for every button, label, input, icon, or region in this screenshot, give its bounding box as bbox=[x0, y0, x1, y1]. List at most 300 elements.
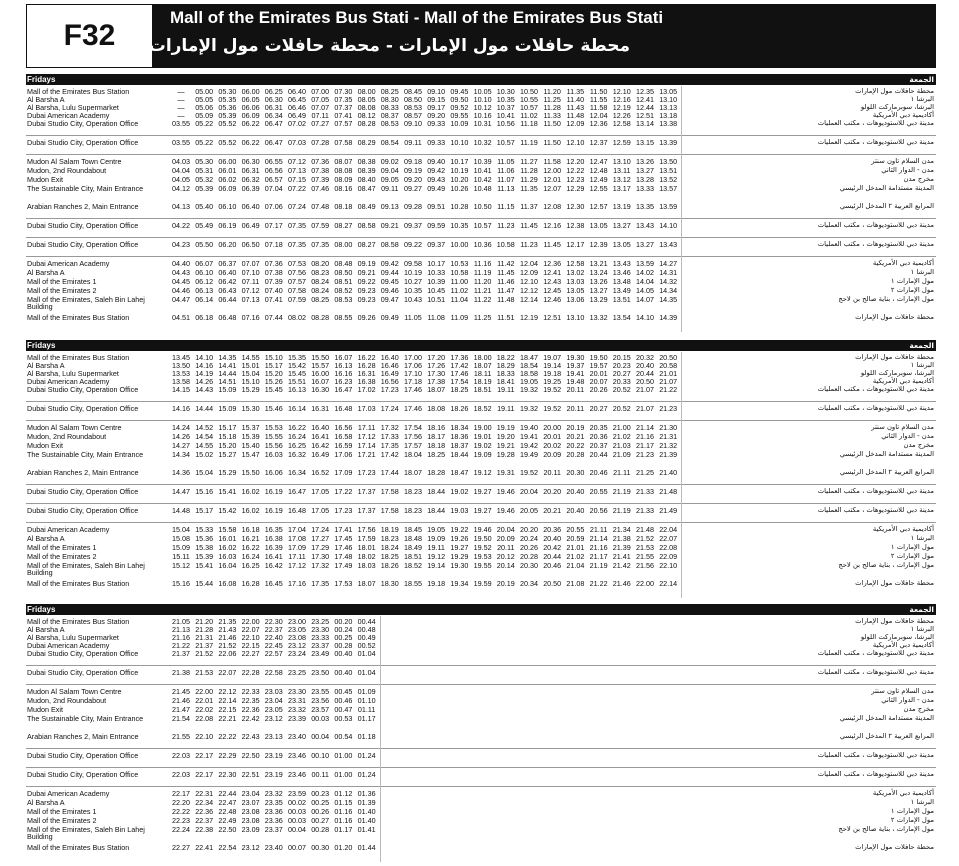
departure-time: 12.10 bbox=[612, 87, 631, 96]
departure-time: 13.27 bbox=[636, 166, 654, 175]
departure-time: 22.07 bbox=[659, 534, 678, 543]
departure-time: 16.01 bbox=[218, 534, 237, 543]
day-label-ar: الجمعة bbox=[909, 75, 934, 84]
departure-time: 20.55 bbox=[589, 487, 608, 496]
departure-time: 07.59 bbox=[288, 295, 306, 304]
departure-time: 00.03 bbox=[288, 807, 306, 816]
column-divider bbox=[681, 352, 682, 598]
departure-time: 22.42 bbox=[241, 714, 260, 723]
departure-time: 09.21 bbox=[357, 268, 376, 277]
departure-time: 13.24 bbox=[589, 268, 608, 277]
departure-time: 07.17 bbox=[264, 221, 283, 230]
departure-time: 23.40 bbox=[288, 732, 306, 741]
departure-time: 00.48 bbox=[357, 625, 376, 634]
departure-time: 19.52 bbox=[543, 385, 562, 394]
departure-time: 00.47 bbox=[334, 705, 353, 714]
departure-time: 11.55 bbox=[589, 95, 608, 104]
departure-time: 12.09 bbox=[566, 119, 585, 128]
departure-time: 16.31 bbox=[357, 369, 376, 378]
departure-time: 08.29 bbox=[357, 138, 376, 147]
departure-time: 12.47 bbox=[589, 157, 608, 166]
departure-time: 23.03 bbox=[264, 687, 283, 696]
departure-time: 10.27 bbox=[404, 277, 422, 286]
departure-time: 10.17 bbox=[427, 259, 446, 268]
departure-time: 21.28 bbox=[195, 625, 214, 634]
departure-time: 18.07 bbox=[357, 579, 376, 588]
departure-time: 00.04 bbox=[311, 732, 330, 741]
departure-time: 13.45 bbox=[172, 353, 190, 362]
departure-time: 20.40 bbox=[566, 487, 585, 496]
departure-time: 18.03 bbox=[357, 561, 376, 570]
departure-time: 21.22 bbox=[172, 641, 190, 650]
departure-time: 09.23 bbox=[357, 295, 376, 304]
departure-time: 19.30 bbox=[450, 561, 469, 570]
departure-time: 23.30 bbox=[311, 625, 330, 634]
departure-time: 09.27 bbox=[404, 184, 422, 193]
departure-time: 12.12 bbox=[520, 286, 538, 295]
stop-name-en: Dubai Studio City, Operation Office bbox=[27, 751, 139, 760]
departure-time: 15.12 bbox=[172, 561, 190, 570]
departure-time: 19.53 bbox=[473, 552, 492, 561]
stop-name-ar: أكاديمية دبي الأمريكية bbox=[872, 111, 934, 119]
departure-time: 21.55 bbox=[172, 732, 190, 741]
departure-time: 06.19 bbox=[218, 221, 237, 230]
departure-time: 23.08 bbox=[288, 633, 306, 642]
departure-time: 08.25 bbox=[380, 87, 399, 96]
departure-time: 08.20 bbox=[311, 259, 330, 268]
departure-time: 19.03 bbox=[450, 506, 469, 515]
stop-name-en: Dubai American Academy bbox=[27, 789, 110, 798]
stop-name-en: Dubai Studio City, Operation Office bbox=[27, 770, 139, 779]
departure-time: 08.54 bbox=[380, 138, 399, 147]
departure-time: 12.45 bbox=[543, 286, 562, 295]
departure-time: 20.28 bbox=[520, 552, 538, 561]
departure-time: 05.35 bbox=[218, 95, 237, 104]
stop-name-en: Mall of the Emirates 2 bbox=[27, 552, 97, 561]
departure-time: 11.37 bbox=[520, 202, 538, 211]
departure-time: 14.41 bbox=[218, 361, 237, 370]
departure-time: 09.45 bbox=[380, 277, 399, 286]
stop-name-ar: أكاديمية دبي الأمريكية bbox=[872, 377, 934, 385]
departure-time: 00.46 bbox=[334, 696, 353, 705]
departure-time: 05.52 bbox=[218, 119, 237, 128]
departure-time: 23.36 bbox=[264, 816, 283, 825]
stop-name-en: The Sustainable City, Main Entrance bbox=[27, 450, 144, 459]
departure-time: 07.44 bbox=[264, 313, 283, 322]
departure-time: 14.10 bbox=[195, 353, 214, 362]
departure-time: 19.29 bbox=[450, 552, 469, 561]
departure-time: 08.16 bbox=[334, 184, 353, 193]
departure-time: 01.39 bbox=[357, 798, 376, 807]
departure-time: 23.00 bbox=[288, 617, 306, 626]
departure-time: 11.15 bbox=[497, 202, 515, 211]
departure-time: 22.31 bbox=[195, 789, 214, 798]
stop-name-ar: البرشا ١ bbox=[910, 268, 934, 276]
departure-time: 17.49 bbox=[334, 561, 353, 570]
departure-time: 13.10 bbox=[659, 95, 678, 104]
departure-time: 20.26 bbox=[520, 543, 538, 552]
departure-time: 15.29 bbox=[241, 385, 260, 394]
day-band bbox=[26, 604, 936, 615]
departure-time: 09.55 bbox=[450, 111, 469, 120]
departure-time: 00.25 bbox=[311, 798, 330, 807]
departure-time: 16.48 bbox=[288, 506, 306, 515]
departure-time: 13.43 bbox=[659, 240, 678, 249]
departure-time: 22.45 bbox=[264, 641, 283, 650]
departure-time: 11.25 bbox=[473, 313, 492, 322]
departure-time: 06.22 bbox=[241, 138, 260, 147]
departure-time: 11.29 bbox=[520, 175, 538, 184]
departure-time: 14.55 bbox=[195, 441, 214, 450]
departure-time: 06.40 bbox=[288, 87, 306, 96]
departure-time: 14.31 bbox=[659, 268, 678, 277]
stop-name-en: Mudon, 2nd Roundabout bbox=[27, 696, 107, 705]
departure-time: 06.49 bbox=[241, 221, 260, 230]
stop-name-ar: محطة حافلات مول الإمارات bbox=[855, 843, 934, 851]
departure-time: 09.51 bbox=[427, 202, 446, 211]
departure-time: 05.40 bbox=[195, 202, 214, 211]
stop-name-ar: البرشا ١ bbox=[910, 625, 934, 633]
departure-time: 13.05 bbox=[612, 240, 631, 249]
departure-time: 11.23 bbox=[497, 221, 515, 230]
departure-time: 22.01 bbox=[195, 696, 214, 705]
departure-time: 15.09 bbox=[218, 385, 237, 394]
departure-time: 09.47 bbox=[380, 295, 399, 304]
departure-time: 19.14 bbox=[427, 561, 446, 570]
stop-name-ar: مول الإمارات ، بناية صالح بن لاحج bbox=[838, 825, 934, 833]
departure-time: 07.03 bbox=[288, 138, 306, 147]
departure-time: 23.46 bbox=[288, 770, 306, 779]
departure-time: 12.19 bbox=[612, 103, 631, 112]
departure-time: 15.10 bbox=[241, 377, 260, 386]
departure-time: 21.09 bbox=[612, 450, 631, 459]
stop-name-ar: مدينة دبي للاستوديوهات ، مكتب العمليات bbox=[817, 221, 934, 229]
departure-time: 01.00 bbox=[334, 770, 353, 779]
departure-time: 18.18 bbox=[427, 441, 446, 450]
departure-time: 21.54 bbox=[172, 714, 190, 723]
departure-time: 08.09 bbox=[334, 175, 353, 184]
departure-time: 12.29 bbox=[566, 184, 585, 193]
timetable-row bbox=[26, 706, 936, 714]
departure-time: 20.02 bbox=[543, 441, 562, 450]
departure-time: 05.22 bbox=[195, 119, 214, 128]
departure-time: 05.00 bbox=[195, 87, 214, 96]
timetable-row bbox=[26, 120, 936, 136]
departure-time: 07.57 bbox=[288, 277, 306, 286]
departure-time: 08.50 bbox=[334, 268, 353, 277]
departure-time: 09.58 bbox=[404, 259, 422, 268]
departure-time: 10.35 bbox=[496, 95, 515, 104]
departure-time: 19.57 bbox=[589, 361, 608, 370]
stop-name-en: Al Barsha A bbox=[27, 625, 65, 634]
departure-time: 23.08 bbox=[241, 807, 260, 816]
departure-time: 18.04 bbox=[404, 450, 422, 459]
departure-time: 10.16 bbox=[473, 111, 492, 120]
departure-time: 20.30 bbox=[566, 468, 585, 477]
stop-name-ar: البرشا، سوبرماركت اللولو bbox=[860, 633, 934, 641]
departure-time: 15.51 bbox=[288, 377, 306, 386]
departure-time: 12.30 bbox=[566, 202, 585, 211]
departure-time: 06.42 bbox=[218, 277, 237, 286]
departure-time: 08.48 bbox=[334, 259, 353, 268]
departure-time: 16.04 bbox=[218, 561, 237, 570]
departure-time: 22.29 bbox=[218, 751, 237, 760]
departure-time: 04.13 bbox=[172, 202, 190, 211]
departure-time: 16.48 bbox=[334, 404, 353, 413]
departure-time: 17.06 bbox=[334, 450, 353, 459]
departure-time: 13.49 bbox=[612, 286, 631, 295]
departure-time: 21.02 bbox=[612, 432, 631, 441]
timetable-row bbox=[26, 433, 936, 441]
departure-time: 18.07 bbox=[404, 468, 422, 477]
departure-time: 16.34 bbox=[288, 468, 306, 477]
stop-name-en: Mall of the Emirates Bus Station bbox=[27, 617, 130, 626]
stop-name-ar: أكاديمية دبي الأمريكية bbox=[872, 789, 934, 797]
departure-time: 16.32 bbox=[288, 450, 306, 459]
departure-time: 08.39 bbox=[357, 166, 376, 175]
stop-name-ar: مدن - الدوار الثاني bbox=[881, 166, 934, 174]
stop-name-ar: مول الإمارات ، بناية صالح بن لاحج bbox=[838, 561, 934, 569]
departure-time: 18.22 bbox=[496, 353, 515, 362]
departure-time: 18.24 bbox=[380, 543, 399, 552]
departure-time: 15.16 bbox=[172, 579, 190, 588]
departure-time: 04.40 bbox=[172, 259, 190, 268]
stop-name-ar: مدينة دبي للاستوديوهات ، مكتب العمليات bbox=[817, 240, 934, 248]
departure-time: 18.23 bbox=[404, 506, 422, 515]
departure-time: 09.42 bbox=[380, 259, 399, 268]
departure-time: 06.22 bbox=[241, 119, 260, 128]
stop-name-en: Mall of the Emirates 2 bbox=[27, 816, 97, 825]
departure-time: 22.28 bbox=[241, 668, 260, 677]
departure-time: 16.03 bbox=[218, 552, 237, 561]
departure-time: 06.10 bbox=[195, 268, 214, 277]
departure-time: 17.35 bbox=[311, 579, 330, 588]
timetable-row bbox=[26, 634, 936, 642]
departure-time: 16.41 bbox=[311, 432, 330, 441]
departure-time: 21.31 bbox=[195, 633, 214, 642]
departure-time: 06.43 bbox=[218, 286, 237, 295]
departure-time: 17.14 bbox=[357, 441, 376, 450]
departure-time: 16.47 bbox=[334, 385, 353, 394]
departure-time: 12.22 bbox=[566, 166, 585, 175]
stop-name-en: Dubai Studio City, Operation Office bbox=[27, 668, 139, 677]
departure-time: 06.55 bbox=[264, 157, 283, 166]
departure-time: 10.56 bbox=[496, 119, 515, 128]
departure-time: 11.50 bbox=[589, 87, 608, 96]
departure-time: 08.12 bbox=[357, 111, 376, 120]
day-band bbox=[26, 340, 936, 351]
departure-time: 17.42 bbox=[380, 450, 399, 459]
departure-time: 14.35 bbox=[218, 353, 237, 362]
departure-time: 10.39 bbox=[473, 157, 492, 166]
departure-time: 19.09 bbox=[473, 450, 492, 459]
departure-time: 17.05 bbox=[311, 506, 330, 515]
departure-time: 19.26 bbox=[450, 534, 469, 543]
departure-time: 14.16 bbox=[172, 404, 190, 413]
departure-time: 18.30 bbox=[380, 579, 399, 588]
departure-time: 12.41 bbox=[543, 268, 562, 277]
departure-time: 17.46 bbox=[334, 543, 353, 552]
timetable-row bbox=[26, 626, 936, 634]
departure-time: 18.25 bbox=[450, 385, 469, 394]
departure-time: 00.40 bbox=[334, 668, 353, 677]
departure-time: 08.18 bbox=[334, 202, 353, 211]
departure-time: 23.36 bbox=[264, 807, 283, 816]
timetable-row bbox=[26, 580, 936, 588]
departure-time: 01.40 bbox=[357, 807, 376, 816]
departure-time: 21.53 bbox=[195, 668, 214, 677]
departure-time: 17.46 bbox=[404, 404, 422, 413]
departure-time: 06.50 bbox=[241, 240, 260, 249]
departure-time: 17.58 bbox=[380, 506, 399, 515]
departure-time: 15.38 bbox=[195, 543, 214, 552]
timetable-row bbox=[26, 642, 936, 650]
departure-time: 17.12 bbox=[288, 561, 306, 570]
departure-time: 21.38 bbox=[612, 534, 631, 543]
departure-time: 07.12 bbox=[288, 157, 306, 166]
departure-time: 16.22 bbox=[288, 423, 306, 432]
departure-time: 19.11 bbox=[427, 543, 445, 552]
departure-time: 18.26 bbox=[380, 561, 399, 570]
departure-time: 20.30 bbox=[520, 561, 538, 570]
departure-time: 07.35 bbox=[311, 240, 330, 249]
departure-time: 21.07 bbox=[636, 385, 654, 394]
departure-time: 13.10 bbox=[612, 157, 631, 166]
departure-time: 19.27 bbox=[450, 543, 469, 552]
departure-time: 05.32 bbox=[195, 175, 214, 184]
departure-time: 20.21 bbox=[566, 432, 585, 441]
departure-time: 18.29 bbox=[496, 361, 515, 370]
departure-time: 08.30 bbox=[380, 95, 399, 104]
stop-name-ar: محطة حافلات مول الإمارات bbox=[855, 313, 934, 321]
departure-time: 09.20 bbox=[427, 111, 446, 120]
departure-time: 23.57 bbox=[311, 705, 330, 714]
departure-time: 19.48 bbox=[566, 377, 585, 386]
departure-time: 06.32 bbox=[241, 175, 260, 184]
departure-time: 12.10 bbox=[520, 277, 538, 286]
departure-time: 04.46 bbox=[172, 286, 190, 295]
departure-time: 18.19 bbox=[380, 525, 399, 534]
departure-time: 16.22 bbox=[241, 543, 260, 552]
departure-time: 23.08 bbox=[241, 816, 260, 825]
departure-time: 15.56 bbox=[264, 441, 283, 450]
departure-time: 12.36 bbox=[543, 259, 562, 268]
departure-time: 21.13 bbox=[172, 625, 190, 634]
departure-time: 07.38 bbox=[264, 268, 283, 277]
departure-time: 23.50 bbox=[311, 668, 330, 677]
day-label-ar: الجمعة bbox=[909, 341, 934, 350]
departure-time: 06.10 bbox=[218, 202, 237, 211]
departure-time: 12.17 bbox=[566, 240, 585, 249]
departure-time: 20.11 bbox=[566, 404, 585, 413]
departure-time: 13.32 bbox=[589, 313, 608, 322]
departure-time: 22.02 bbox=[195, 705, 214, 714]
departure-time: 15.33 bbox=[195, 525, 214, 534]
departure-time: 12.41 bbox=[636, 95, 654, 104]
departure-time: 16.41 bbox=[264, 552, 283, 561]
departure-time: 20.46 bbox=[589, 468, 608, 477]
departure-time: 14.27 bbox=[172, 441, 190, 450]
departure-time: 09.10 bbox=[404, 119, 422, 128]
departure-time: 19.18 bbox=[543, 369, 562, 378]
departure-time: 22.41 bbox=[195, 843, 214, 852]
departure-time: 23.59 bbox=[288, 789, 306, 798]
departure-time: 17.09 bbox=[334, 468, 353, 477]
departure-time: 07.16 bbox=[241, 313, 260, 322]
departure-time: 19.34 bbox=[450, 579, 469, 588]
timetable-row bbox=[26, 771, 936, 787]
departure-time: 23.32 bbox=[264, 789, 283, 798]
departure-time: 05.05 bbox=[195, 95, 214, 104]
departure-time: 12.10 bbox=[566, 138, 585, 147]
departure-time: 13.11 bbox=[613, 166, 631, 175]
departure-time: 13.38 bbox=[659, 119, 678, 128]
stop-name-ar: المرابع العربية ٢ المدخل الرئيسي bbox=[839, 732, 934, 740]
departure-time: 11.35 bbox=[520, 184, 538, 193]
departure-time: 08.24 bbox=[311, 286, 330, 295]
departure-time: 18.07 bbox=[427, 385, 446, 394]
departure-time: 23.19 bbox=[264, 770, 283, 779]
departure-time: 17.20 bbox=[427, 353, 446, 362]
timetable-row bbox=[26, 176, 936, 184]
departure-time: 00.49 bbox=[357, 633, 376, 642]
departure-time: 10.12 bbox=[473, 103, 492, 112]
departure-time: 23.04 bbox=[264, 696, 283, 705]
stop-name-ar: المرابع العربية ٢ المدخل الرئيسي bbox=[839, 468, 934, 476]
departure-time: 17.23 bbox=[380, 385, 399, 394]
departure-time: 21.48 bbox=[659, 487, 678, 496]
departure-time: 20.21 bbox=[543, 506, 562, 515]
departure-time: 14.54 bbox=[195, 432, 214, 441]
departure-time: 16.46 bbox=[380, 361, 399, 370]
departure-time: 10.20 bbox=[450, 175, 469, 184]
departure-time: 16.24 bbox=[288, 432, 306, 441]
column-divider bbox=[681, 86, 682, 332]
departure-time: 13.15 bbox=[636, 138, 654, 147]
departure-time: 21.32 bbox=[659, 441, 678, 450]
departure-time: 21.53 bbox=[636, 543, 654, 552]
departure-time: 12.23 bbox=[566, 175, 585, 184]
departure-time: 13.05 bbox=[589, 221, 608, 230]
departure-time: 05.36 bbox=[218, 103, 237, 112]
departure-time: 00.28 bbox=[311, 825, 330, 834]
departure-time: 20.28 bbox=[566, 450, 585, 459]
timetable-row bbox=[26, 278, 936, 286]
departure-time: 22.08 bbox=[659, 543, 678, 552]
departure-time: 17.23 bbox=[334, 506, 353, 515]
stop-name-en: Dubai Studio City, Operation Office bbox=[27, 487, 139, 496]
timetable-row bbox=[26, 618, 936, 626]
departure-time: 14.26 bbox=[172, 432, 190, 441]
departure-time: 15.41 bbox=[195, 561, 214, 570]
stop-name-ar: المدينة مستدامة المدخل الرئيسي bbox=[839, 450, 934, 458]
timetable-row bbox=[26, 158, 936, 166]
departure-time: 07.05 bbox=[311, 95, 330, 104]
departure-time: 07.53 bbox=[288, 259, 306, 268]
departure-time: 14.07 bbox=[636, 295, 654, 304]
departure-time: 08.08 bbox=[357, 103, 376, 112]
departure-time: 22.37 bbox=[264, 625, 283, 634]
departure-time: 07.02 bbox=[288, 119, 306, 128]
departure-time: 15.04 bbox=[241, 369, 260, 378]
departure-time: 11.46 bbox=[497, 277, 515, 286]
departure-time: 14.34 bbox=[172, 450, 190, 459]
departure-time: 00.20 bbox=[334, 617, 353, 626]
departure-time: 21.46 bbox=[612, 579, 631, 588]
departure-time: 19.30 bbox=[566, 353, 585, 362]
departure-time: 09.45 bbox=[450, 87, 469, 96]
departure-time: 04.04 bbox=[172, 166, 190, 175]
